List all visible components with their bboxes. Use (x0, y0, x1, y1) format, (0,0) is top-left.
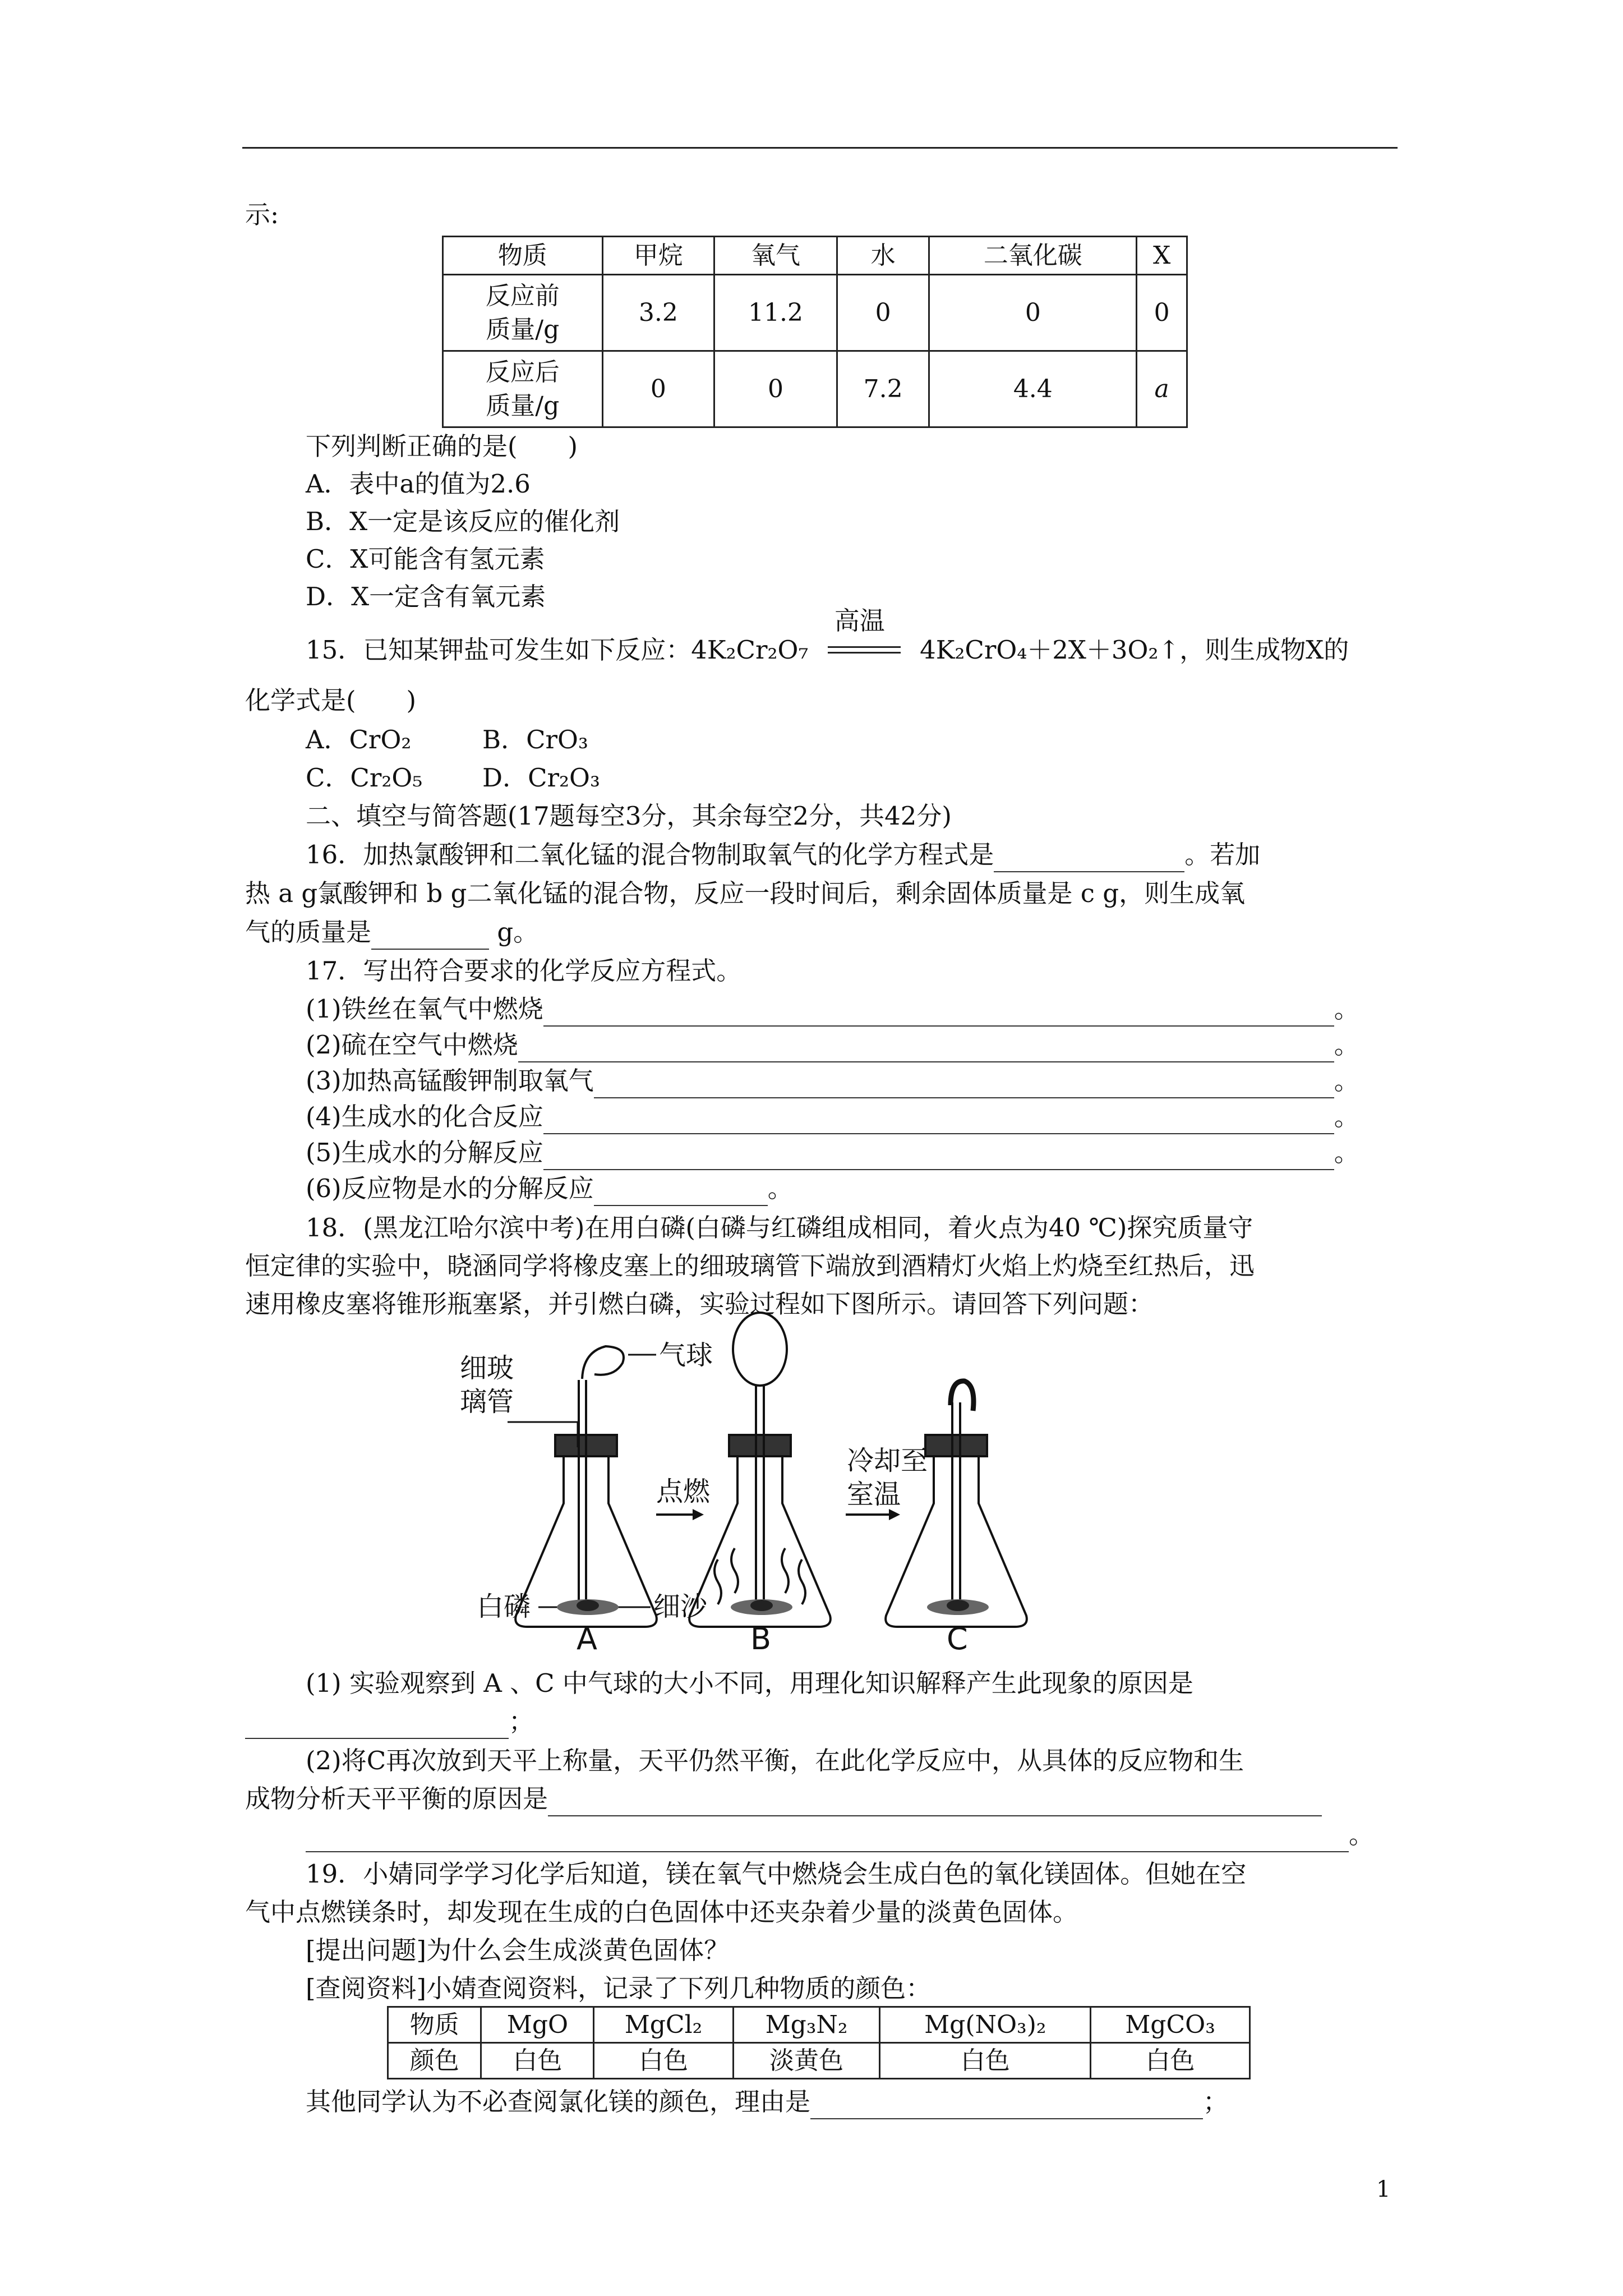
table2-cell: Mg₃N₂ (733, 2007, 880, 2043)
table1-cell: 4.4 (929, 351, 1137, 427)
q17-item: (2)硫在空气中燃烧 。 (306, 1028, 1359, 1062)
table1-header: 物质 (443, 237, 603, 275)
color-table (387, 2006, 1251, 2079)
q18-sub1-blank: ； (245, 1704, 534, 1739)
table2-header: 物质 (388, 2007, 481, 2043)
q14-option-c: C．X可能含有氢元素 (306, 544, 545, 574)
table1-header: 水 (837, 237, 929, 275)
q17-item: (4)生成水的化合反应 。 (306, 1099, 1359, 1134)
label-ignite: 点燃 (656, 1476, 711, 1507)
q15-condition: 高温 (828, 638, 901, 666)
label-tube-a: 细玻 (460, 1352, 514, 1384)
q16-line3: 气的质量是 g。 (245, 915, 538, 950)
mass-table (442, 236, 1188, 428)
table1-cell: 0 (602, 351, 714, 427)
q14-option-b: B．X一定是该反应的催化剂 (306, 507, 620, 536)
table2-cell: MgO (481, 2007, 594, 2043)
flask-a (515, 1346, 657, 1627)
table1-cell: 3.2 (602, 275, 714, 351)
label-tube-b: 璃管 (460, 1386, 514, 1418)
table1-header: X (1137, 237, 1187, 275)
q19-other: 其他同学认为不必查阅氯化镁的颜色，理由是 ； (306, 2085, 1228, 2119)
table1-cell: 11.2 (714, 275, 837, 351)
q18-sub1: (1) 实验观察到 A 、C 中气球的大小不同，用理化知识解释产生此现象的原因是 (306, 1668, 1193, 1698)
answer-blank[interactable] (245, 1713, 509, 1739)
table1-row-label: 反应后 质量/g (443, 351, 603, 427)
section-heading: 二、填空与简答题(17题每空3分，其余每空2分，共42分) (306, 801, 952, 831)
label-cool-a: 冷却至 (847, 1445, 928, 1476)
table2-cell: 白色 (1091, 2043, 1250, 2079)
table1-header: 氧气 (714, 237, 837, 275)
table2-cell: 白色 (594, 2043, 733, 2079)
table1-cell: 0 (1137, 275, 1187, 351)
flask-c (886, 1381, 1027, 1627)
q17-item: (1)铁丝在氧气中燃烧 。 (306, 992, 1359, 1027)
label-a: A (577, 1621, 597, 1657)
q18-line2: 恒定律的实验中，晓涵同学将橡皮塞上的细玻璃管下端放到酒精灯火焰上灼烧至红热后，迅 (245, 1251, 1255, 1281)
q15-eq-left: 4K₂Cr₂O₇ (691, 635, 809, 665)
table1-cell: 0 (837, 275, 929, 351)
table1-cell: 7.2 (837, 351, 929, 427)
table2-header: 颜色 (388, 2043, 481, 2079)
answer-blank[interactable] (543, 1108, 1334, 1134)
q17-stem: 17．写出符合要求的化学反应方程式。 (306, 956, 742, 986)
q15-line2: 化学式是( ) (245, 685, 417, 715)
q18-line1: 18．(黑龙江哈尔滨中考)在用白磷(白磷与红磷组成相同，着火点为40 ℃)探究质量守 (306, 1213, 1253, 1243)
experiment-figure (460, 1313, 1200, 1657)
label-c: C (947, 1621, 968, 1657)
label-sand: 细沙 (653, 1591, 708, 1622)
intro-text: 示: (245, 200, 279, 229)
q18-line3: 速用橡皮塞将锥形瓶塞紧，并引燃白磷，实验过程如下图所示。请回答下列问题： (245, 1289, 1154, 1319)
answer-blank[interactable] (594, 1180, 768, 1206)
q15-eq-right: 4K₂CrO₄＋2X＋3O₂↑，则生成物X的 (920, 635, 1349, 665)
q16-line2: 热 a g氯酸钾和 b g二氧化锰的混合物，反应一段时间后，剩余固体质量是 c g，则生成氧 (245, 878, 1246, 908)
table1-cell: a (1137, 351, 1187, 427)
q15-option-b: B．CrO₃ (482, 725, 588, 754)
page-number: 1 (1376, 2177, 1391, 2202)
answer-blank[interactable] (518, 1037, 1334, 1062)
q15-option-c: C．Cr₂O₅ (306, 763, 423, 793)
q19-line2: 气中点燃镁条时，却发现在生成的白色固体中还夹杂着少量的淡黄色固体。 (245, 1897, 1078, 1927)
table2-cell: MgCl₂ (594, 2007, 733, 2043)
answer-blank[interactable] (543, 1001, 1334, 1027)
q14-option-d: D．X一定含有氧元素 (306, 582, 546, 611)
q16-line1: 16．加热氯酸钾和二氧化锰的混合物制取氧气的化学方程式是 。若加 (306, 838, 1260, 872)
label-b: B (750, 1621, 772, 1657)
q19-search: [查阅资料]小婧查阅资料，记录了下列几种物质的颜色： (306, 1973, 932, 2003)
q15-option-a: A．CrO₂ (306, 725, 412, 754)
q17-item: (5)生成水的分解反应 。 (306, 1135, 1359, 1170)
label-cool-b: 室温 (847, 1479, 901, 1510)
q17-item: (3)加热高锰酸钾制取氧气 。 (306, 1064, 1359, 1098)
answer-blank[interactable] (543, 1144, 1334, 1170)
label-phosphorus: 白磷 (477, 1591, 531, 1622)
q19-line1: 19．小婧同学学习化学后知道，镁在氧气中燃烧会生成白色的氧化镁固体。但她在空 (306, 1859, 1247, 1889)
q18-sub2-line3: 。 (306, 1818, 1374, 1852)
q17-item: (6)反应物是水的分解反应 。 (306, 1171, 793, 1206)
table1-cell: 0 (714, 351, 837, 427)
table1-header: 二氧化碳 (929, 237, 1137, 275)
answer-blank[interactable] (306, 1826, 1349, 1852)
table2-cell: MgCO₃ (1091, 2007, 1250, 2043)
q19-question: [提出问题]为什么会生成淡黄色固体？ (306, 1935, 730, 1965)
answer-blank[interactable] (994, 846, 1184, 872)
q18-sub2-line1: (2)将C再次放到天平上称量，天平仍然平衡，在此化学反应中，从具体的反应物和生 (306, 1746, 1244, 1775)
q14-stem: 下列判断正确的是( ) (306, 431, 578, 461)
table2-cell: 白色 (481, 2043, 594, 2079)
answer-blank[interactable] (371, 924, 489, 950)
table2-cell: 淡黄色 (733, 2043, 880, 2079)
table1-row-label: 反应前 质量/g (443, 275, 603, 351)
label-balloon: 气球 (659, 1340, 713, 1371)
table2-cell: 白色 (880, 2043, 1091, 2079)
answer-blank[interactable] (548, 1791, 1322, 1816)
q15-line1: 15．已知某钾盐可发生如下反应：4K₂Cr₂O₇ 高温 4K₂CrO₄＋2X＋3O₂↑，则生成物X的 (306, 633, 1349, 668)
answer-blank[interactable] (594, 1073, 1334, 1098)
header-rule (242, 147, 1398, 149)
table1-cell: 0 (929, 275, 1137, 351)
q15-option-d: D．Cr₂O₃ (482, 763, 600, 793)
table2-cell: Mg(NO₃)₂ (880, 2007, 1091, 2043)
answer-blank[interactable] (810, 2093, 1203, 2119)
q18-sub2-line2: 成物分析天平平衡的原因是 (245, 1782, 1322, 1816)
table1-header: 甲烷 (602, 237, 714, 275)
q14-option-a: A．表中a的值为2.6 (306, 469, 531, 499)
